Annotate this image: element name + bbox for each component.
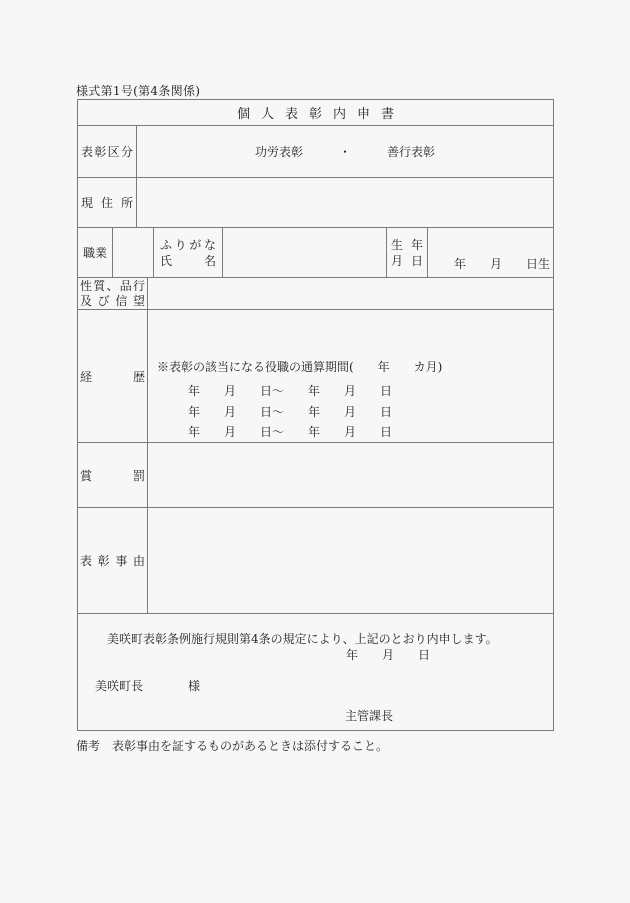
career-period-note: ※表彰の該当になる役職の通算期間( 年 カ月) — [157, 360, 443, 374]
form-title-row — [78, 100, 553, 125]
form-number: 様式第1号(第4条関係) — [76, 84, 201, 98]
reason-label-cell — [78, 508, 148, 613]
career-label-cell — [78, 310, 148, 442]
address-row — [78, 177, 553, 227]
commendation-form-table — [77, 99, 554, 731]
character-input-area — [148, 278, 553, 309]
birthdate-label-line2: 月日 — [391, 253, 423, 268]
career-period-line: 年 月 日～ 年 月 日 — [188, 384, 393, 398]
name-label-cell — [154, 228, 223, 277]
closing-date: 年 月 日 — [346, 648, 431, 662]
birthdate-label-line1: 生年 — [391, 237, 423, 252]
birthdate-value: 年 月 日生 — [453, 257, 550, 271]
remarks-text: 表彰事由を証するものがあるときは添付すること。 — [112, 739, 389, 753]
reason-label: 表彰事由 — [80, 554, 145, 568]
character-label-cell — [78, 278, 148, 309]
category-value: 功労表彰 ・ 善行表彰 — [254, 145, 435, 159]
address-label: 現住所 — [81, 196, 133, 210]
occupation-label-cell — [78, 228, 113, 277]
occupation-label: 職業 — [82, 246, 107, 260]
remarks-line — [76, 737, 388, 754]
addressee-name: 美咲町長 — [95, 679, 144, 693]
character-label-line2: 及び信望 — [80, 293, 145, 308]
address-label-cell — [78, 178, 137, 227]
reason-input-area — [148, 508, 553, 613]
rewards-label: 賞罰 — [80, 468, 145, 483]
occupation-row — [78, 227, 553, 277]
closing-statement: 美咲町表彰条例施行規則第4条の規定により、上記のとおり内申します。 — [107, 632, 498, 646]
reason-row — [78, 507, 553, 613]
category-label: 表彰区分 — [81, 145, 133, 159]
birthdate-label-cell — [387, 228, 428, 277]
name-input-area — [223, 228, 387, 277]
form-title: 個人表彰内申書 — [236, 107, 405, 122]
signer-title: 主管課長 — [345, 709, 394, 723]
remarks-label: 備考 — [76, 739, 101, 753]
rewards-input-area — [148, 443, 553, 507]
rewards-label-cell — [78, 443, 148, 507]
closing-section — [78, 613, 553, 730]
category-value-cell — [137, 126, 553, 177]
rewards-row — [78, 442, 553, 507]
career-period-line: 年 月 日～ 年 月 日 — [188, 404, 393, 419]
occupation-input-area — [113, 228, 154, 277]
career-input-area — [148, 310, 553, 442]
character-row — [78, 277, 553, 309]
closing-addressee-line — [95, 677, 200, 694]
career-row — [78, 309, 553, 442]
address-input-area — [137, 178, 553, 227]
career-period-lines — [188, 381, 553, 443]
category-row — [78, 125, 553, 177]
career-period-line: 年 月 日～ 年 月 日 — [188, 425, 393, 439]
category-label-cell — [78, 126, 137, 177]
character-label-line1: 性質、品行 — [80, 278, 145, 293]
birthdate-value-cell — [428, 228, 553, 277]
career-label: 経歴 — [80, 369, 145, 384]
furigana-label: ふりがな — [160, 237, 216, 252]
addressee-honorific: 様 — [188, 679, 201, 693]
name-label: 氏名 — [160, 253, 216, 268]
